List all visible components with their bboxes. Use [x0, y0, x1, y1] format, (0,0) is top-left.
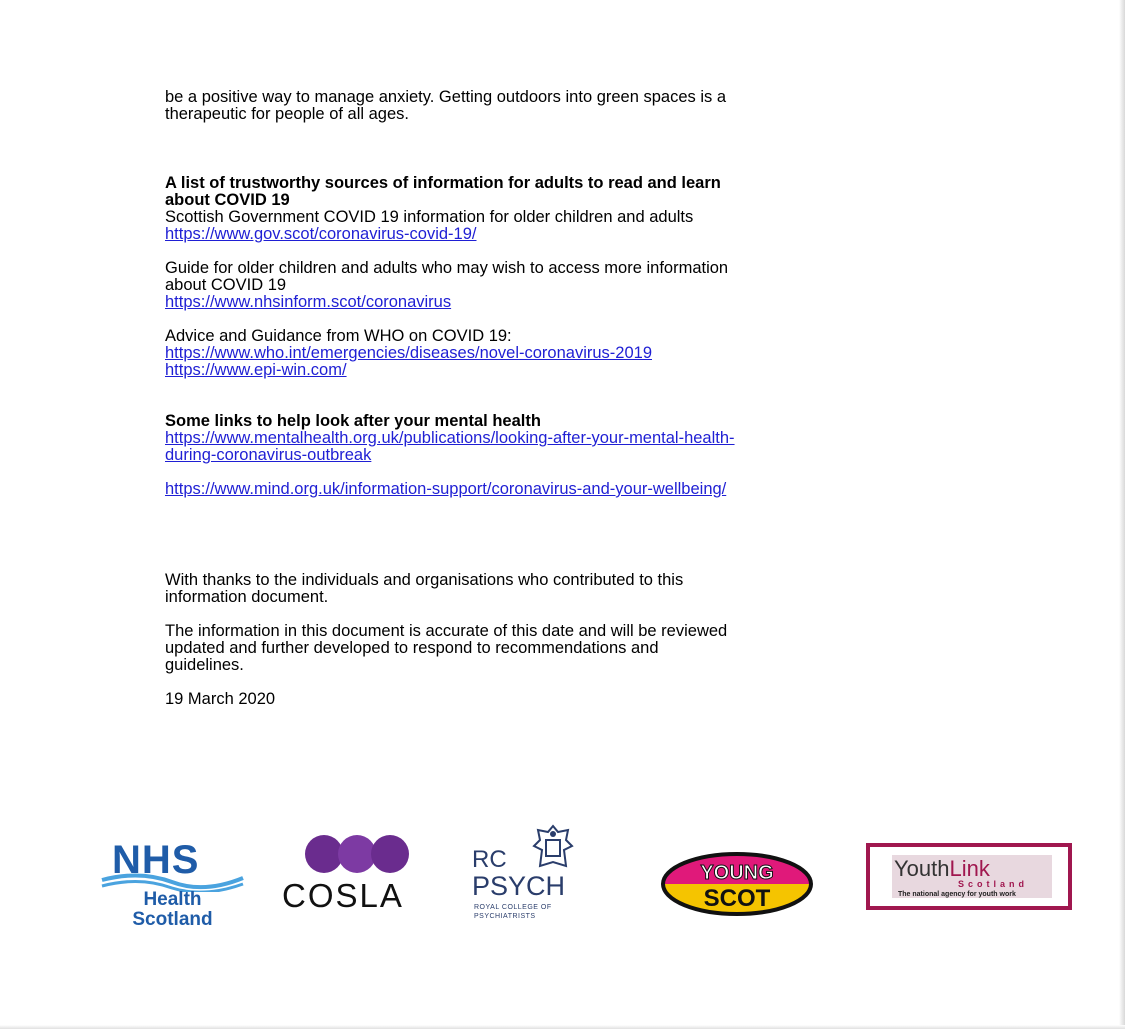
young-scot-badge-icon [660, 852, 815, 916]
nhs-inform-link[interactable]: https://www.nhsinform.scot/coronavirus [165, 293, 452, 311]
intro-text-line: be a positive way to manage anxiety. Getting outdoors into green spaces is a [165, 88, 727, 106]
youthlink-word-b: Link [949, 856, 990, 881]
mental-health-foundation-link[interactable]: during-coronavirus-outbreak [165, 446, 372, 464]
cosla-logo [280, 835, 440, 915]
mind-link[interactable]: https://www.mind.org.uk/information-support/coronavirus-and-your-wellbeing/ [165, 480, 727, 498]
mental-health-foundation-link[interactable]: https://www.mentalhealth.org.uk/publications/looking-after-your-mental-health- [165, 429, 735, 447]
document-date: 19 March 2020 [165, 690, 276, 708]
intro-text-line: therapeutic for people of all ages. [165, 105, 409, 123]
page-bottom-shadow [0, 1025, 1125, 1029]
young-scot-bottom-text: SCOT [703, 885, 771, 912]
sources-heading: A list of trustworthy sources of information for adults to read and learn [165, 174, 721, 192]
nhs-logo-word: NHS [112, 838, 200, 882]
guide-description: Guide for older children and adults who may wish to access more information [165, 259, 729, 277]
mental-health-heading: Some links to help look after your mental health [165, 412, 541, 430]
thanks-text: With thanks to the individuals and organisations who contributed to this [165, 571, 684, 589]
document-body [165, 89, 965, 708]
young-scot-logo [660, 852, 815, 916]
cosla-circles-icon [302, 835, 442, 875]
scot-gov-description: Scottish Government COVID 19 information for older children and adults [165, 208, 694, 226]
rcpsych-psych: PSYCH [472, 871, 566, 901]
cosla-logo-word: COSLA [282, 877, 404, 914]
youthlink-word [894, 858, 990, 880]
youthlink-scotland: Scotland [958, 879, 1029, 889]
thanks-text: information document. [165, 588, 329, 606]
rcpsych-small-text: ROYAL COLLEGE OF [474, 904, 552, 911]
sources-heading: about COVID 19 [165, 191, 290, 209]
page-edge-shadow [1119, 0, 1125, 1029]
who-link[interactable]: https://www.who.int/emergencies/diseases/novel-coronavirus-2019 [165, 344, 652, 362]
epiwin-link[interactable]: https://www.epi-win.com/ [165, 361, 347, 379]
rcpsych-logo [470, 822, 600, 922]
rcpsych-rc: RC [472, 846, 507, 873]
rcpsych-small-text: PSYCHIATRISTS [474, 913, 536, 920]
accuracy-text: The information in this document is accurate of this date and will be reviewed [165, 622, 728, 640]
youthlink-scotland-logo [866, 843, 1072, 910]
accuracy-text: updated and further developed to respond to recommendations and [165, 639, 659, 657]
who-description: Advice and Guidance from WHO on COVID 19: [165, 327, 512, 345]
young-scot-top-text: YOUNG [700, 862, 774, 884]
youthlink-word-a: Youth [894, 856, 950, 881]
nhs-health-scotland-logo [100, 840, 245, 930]
nhs-logo-line: Health [143, 889, 202, 910]
accuracy-text: guidelines. [165, 656, 244, 674]
scot-gov-link[interactable]: https://www.gov.scot/coronavirus-covid-19/ [165, 225, 477, 243]
nhs-logo-line: Scotland [132, 909, 213, 930]
rcpsych-crest-icon [528, 822, 578, 872]
guide-description: about COVID 19 [165, 276, 287, 294]
youthlink-tagline: The national agency for youth work [898, 891, 1016, 898]
